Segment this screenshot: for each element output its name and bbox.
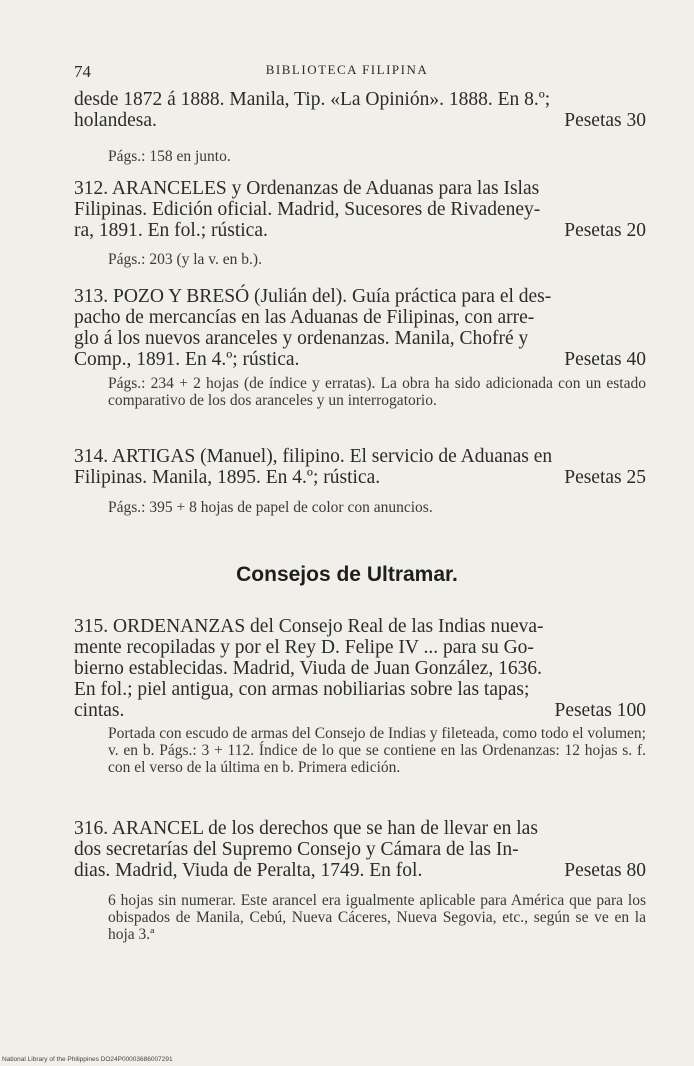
- price: Pesetas 40: [564, 349, 646, 370]
- text-line-start: dias. Madrid, Viuda de Peralta, 1749. En fol.: [74, 860, 423, 881]
- text-line: 313. POZO Y BRESÓ (Julián del). Guía práctica para el des-: [74, 286, 552, 307]
- text-line-start: ra, 1891. En fol.; rústica.: [74, 220, 268, 241]
- text-line: [74, 700, 646, 721]
- entry-316: [74, 818, 646, 881]
- text-line: bierno establecidas. Madrid, Viuda de Juan González, 1636.: [74, 658, 542, 679]
- entry-note: Págs.: 203 (y la v. en b.).: [108, 251, 262, 268]
- price: Pesetas 20: [564, 220, 646, 241]
- entry-314: [74, 446, 646, 488]
- entry-note: Págs.: 395 + 8 hojas de papel de color con anuncios.: [108, 499, 433, 516]
- text-line: mente recopiladas y por el Rey D. Felipe IV ... para su Go-: [74, 637, 534, 658]
- entry-continuation: [74, 89, 646, 131]
- text-line-start: cintas.: [74, 700, 125, 721]
- text-line: [74, 110, 646, 131]
- running-head: BIBLIOTECA FILIPINA: [265, 62, 429, 77]
- price: Pesetas 100: [554, 700, 646, 721]
- text-line: 316. ARANCEL de los derechos que se han de llevar en las: [74, 818, 538, 839]
- text-line: En fol.; piel antigua, con armas nobiliarias sobre las tapas;: [74, 679, 530, 700]
- entry-note: Págs.: 158 en junto.: [108, 148, 231, 165]
- text-line-start: Comp., 1891. En 4.º; rústica.: [74, 349, 300, 370]
- text-line: [74, 860, 646, 881]
- entry-315: [74, 616, 646, 721]
- text-line: dos secretarías del Supremo Consejo y Cámara de las In-: [74, 839, 519, 860]
- text-line: [74, 220, 646, 241]
- entry-note: Págs.: 234 + 2 hojas (de índice y erratas). La obra ha sido adicionada con un estado comparativo de los dos aranceles y un interrogatorio.: [108, 375, 646, 409]
- entry-312: [74, 178, 646, 241]
- price: Pesetas 25: [564, 467, 646, 488]
- text-line: 312. ARANCELES y Ordenanzas de Aduanas para las Islas: [74, 178, 540, 199]
- section-title: Consejos de Ultramar.: [236, 563, 458, 586]
- entry-note: 6 hojas sin numerar. Este arancel era igualmente aplicable para América que para los obispados de Manila, Cebú, Nueva Cáceres, Nueva Segovia, etc., según se ve en la hoja 3.ª: [108, 892, 646, 943]
- text-line-start: holandesa.: [74, 110, 157, 131]
- price: Pesetas 80: [564, 860, 646, 881]
- text-line: [74, 349, 646, 370]
- price: Pesetas 30: [564, 110, 646, 131]
- text-line: 315. ORDENANZAS del Consejo Real de las Indias nueva-: [74, 616, 544, 637]
- text-line: [74, 467, 646, 488]
- text-line: 314. ARTIGAS (Manuel), filipino. El servicio de Aduanas en: [74, 446, 553, 467]
- scan-footer: National Library of the Philippines DO24P00003686007291: [2, 1056, 173, 1063]
- entry-note: Portada con escudo de armas del Consejo de Indias y fileteada, como todo el volumen; v. en b. Págs.: 3 + 112. Índice de lo que se contiene en las Ordenanzas: 12 hojas s. f. con el verso de la última en b. Primera edición.: [108, 725, 646, 776]
- text-line-start: Filipinas. Manila, 1895. En 4.º; rústica.: [74, 467, 381, 488]
- text-line: pacho de mercancías en las Aduanas de Filipinas, con arre-: [74, 307, 535, 328]
- text-line: glo á los nuevos aranceles y ordenanzas. Manila, Chofré y: [74, 328, 529, 349]
- page-number: 74: [74, 62, 91, 81]
- entry-313: [74, 286, 646, 370]
- text-line: desde 1872 á 1888. Manila, Tip. «La Opinión». 1888. En 8.º;: [74, 89, 551, 110]
- text-line: Filipinas. Edición oficial. Madrid, Sucesores de Rivadeney-: [74, 199, 541, 220]
